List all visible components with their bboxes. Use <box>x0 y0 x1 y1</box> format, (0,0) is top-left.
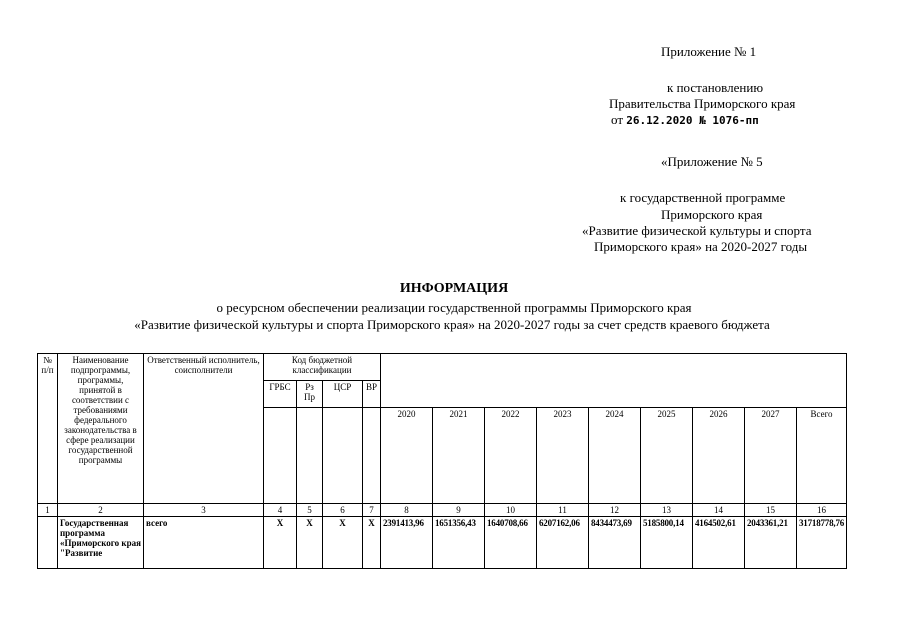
header-csr: ЦСР <box>323 381 363 408</box>
header-vr: ВР <box>363 381 381 408</box>
value-2027: 2043361,21 <box>745 517 797 569</box>
value-2024: 8434473,69 <box>589 517 641 569</box>
vr-blank <box>363 408 381 504</box>
header-total: Всего <box>797 408 847 504</box>
value-total: 31718778,76 <box>797 517 847 569</box>
index-cell: 8 <box>381 504 433 517</box>
value-2022: 1640708,66 <box>485 517 537 569</box>
appendix-government: Правительства Приморского края <box>609 96 796 111</box>
header-year-2027: 2027 <box>745 408 797 504</box>
index-cell: 13 <box>641 504 693 517</box>
appendix-date-line <box>611 112 759 128</box>
index-cell: 16 <box>797 504 847 517</box>
index-cell: 1 <box>38 504 58 517</box>
header-years-gap <box>381 381 847 408</box>
header-rzpr: Рз Пр <box>297 381 323 408</box>
header-years-spacer <box>381 354 847 381</box>
appendix5-to-program: к государственной программе <box>620 190 786 205</box>
index-cell: 12 <box>589 504 641 517</box>
value-2026: 4164502,61 <box>693 517 745 569</box>
header-year-2020: 2020 <box>381 408 433 504</box>
document-subtitle-1: о ресурсном обеспечении реализации государственной программы Приморского края <box>216 300 692 315</box>
csr-blank <box>323 408 363 504</box>
header-year-2021: 2021 <box>433 408 485 504</box>
document-subtitle-2: «Развитие физической культуры и спорта Приморского края» на 2020-2027 годы за счет средств краевого бюджета <box>134 317 770 332</box>
index-cell: 10 <box>485 504 537 517</box>
appendix-to-resolution: к постановлению <box>667 80 764 95</box>
index-cell: 7 <box>363 504 381 517</box>
header-year-2025: 2025 <box>641 408 693 504</box>
appendix-date-number: 26.12.2020 № 1076-пп <box>626 114 759 127</box>
index-cell: 3 <box>144 504 264 517</box>
appendix5-program-name: «Развитие физической культуры и спорта <box>582 223 812 238</box>
index-cell: 6 <box>323 504 363 517</box>
value-2020: 2391413,96 <box>381 517 433 569</box>
row-program-name: Государственная программа «Приморского края "Развитие <box>58 517 144 569</box>
index-row <box>38 504 847 517</box>
appendix5-region: Приморского края <box>661 207 763 222</box>
grbs-blank <box>264 408 297 504</box>
header-number: № п/п <box>38 354 58 504</box>
header-executor: Ответственный исполнитель, соисполнители <box>144 354 264 504</box>
index-cell: 5 <box>297 504 323 517</box>
header-year-2026: 2026 <box>693 408 745 504</box>
header-year-2024: 2024 <box>589 408 641 504</box>
document-heading: ИНФОРМАЦИЯ <box>399 281 509 296</box>
index-cell: 15 <box>745 504 797 517</box>
index-cell: 9 <box>433 504 485 517</box>
header-year-2023: 2023 <box>537 408 589 504</box>
header-budget-code: Код бюджетной классификации <box>264 354 381 381</box>
index-cell: 11 <box>537 504 589 517</box>
header-name: Наименование подпрограммы, программы, принятой в соответствии с требованиями федерального законодательства в сфере реализации государственной программы <box>58 354 144 504</box>
appendix5-title: «Приложение № 5 <box>661 154 763 169</box>
header-year-2022: 2022 <box>485 408 537 504</box>
value-2023: 6207162,06 <box>537 517 589 569</box>
index-cell: 14 <box>693 504 745 517</box>
rzpr-blank <box>297 408 323 504</box>
value-2025: 5185800,14 <box>641 517 693 569</box>
row-executor: всего <box>144 517 264 569</box>
row-csr: Х <box>323 517 363 569</box>
appendix-date-prefix: от <box>611 112 624 127</box>
value-2021: 1651356,43 <box>433 517 485 569</box>
row-grbs: Х <box>264 517 297 569</box>
resource-table <box>37 353 847 569</box>
table-row <box>38 517 847 569</box>
appendix5-years: Приморского края» на 2020-2027 годы <box>594 239 808 254</box>
header-grbs: ГРБС <box>264 381 297 408</box>
index-cell: 4 <box>264 504 297 517</box>
appendix-title: Приложение № 1 <box>661 44 757 59</box>
row-number <box>38 517 58 569</box>
row-rzpr: Х <box>297 517 323 569</box>
row-vr: Х <box>363 517 381 569</box>
index-cell: 2 <box>58 504 144 517</box>
